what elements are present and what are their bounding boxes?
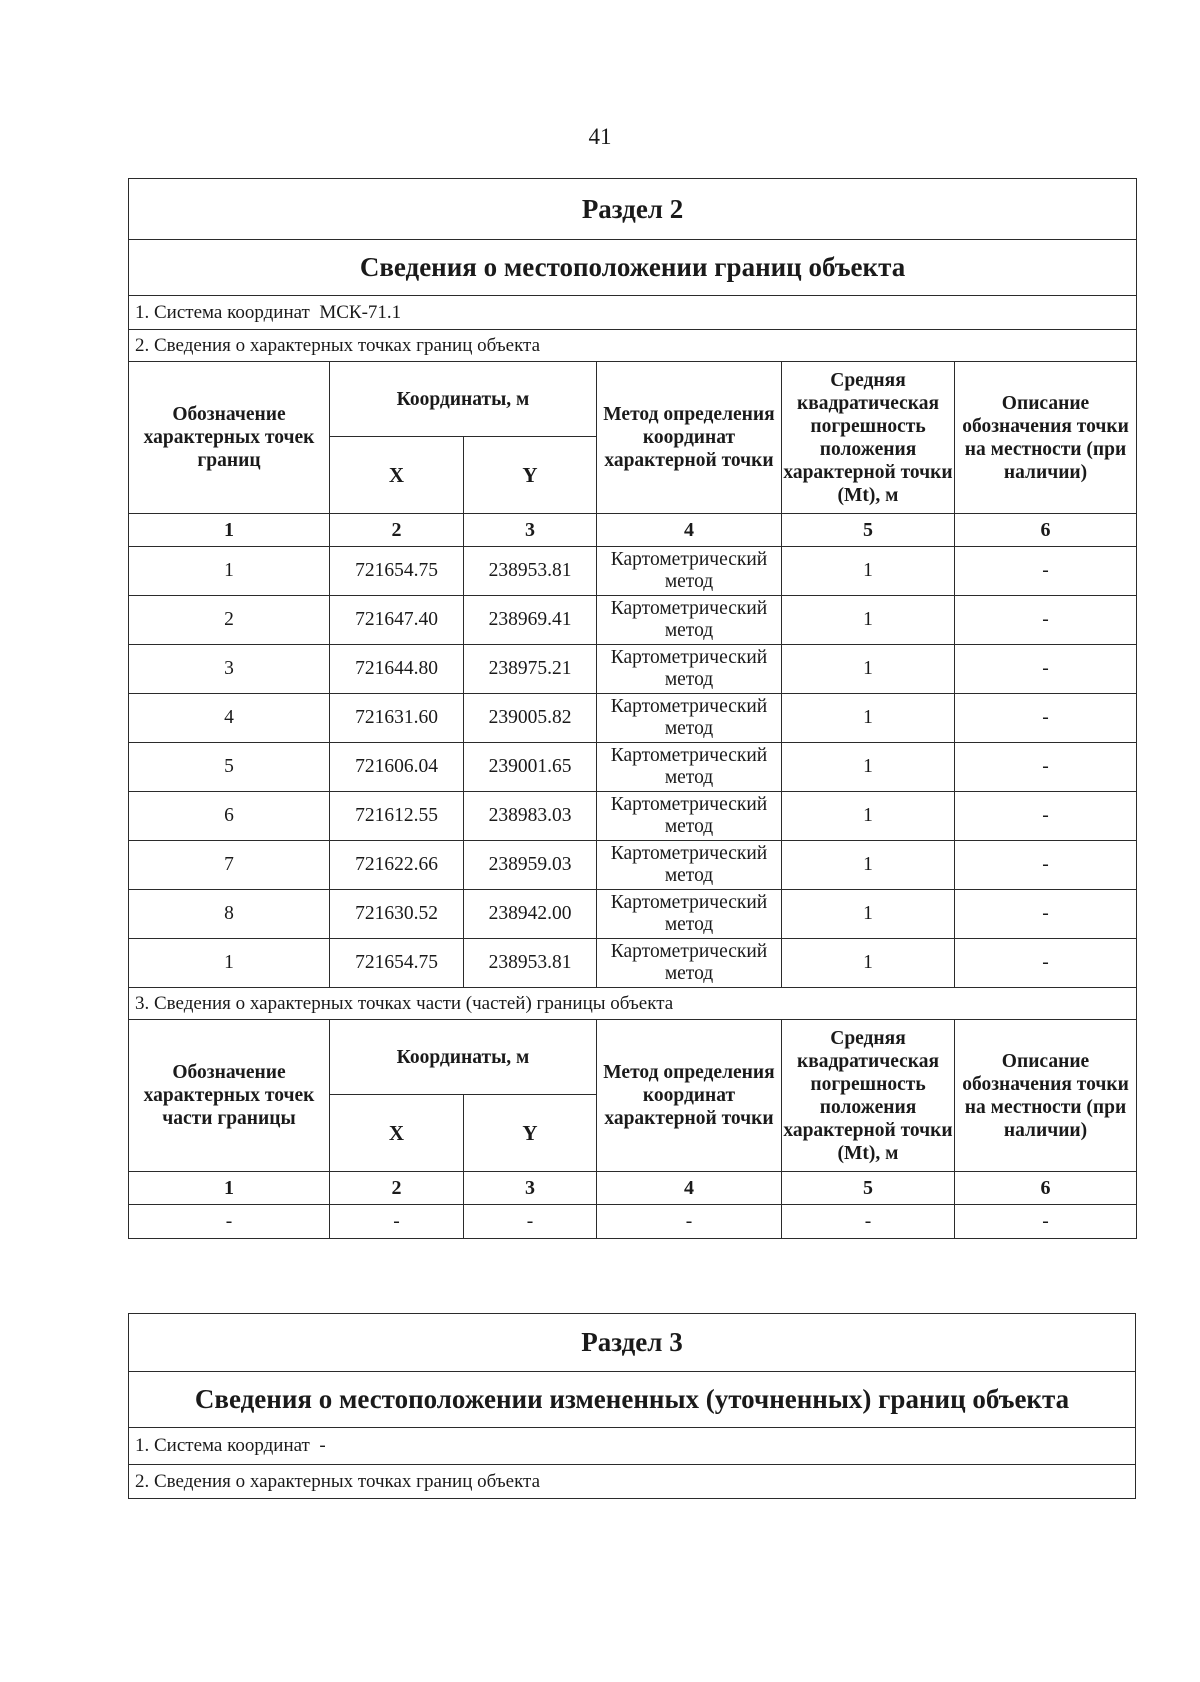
coord-x: 721654.75 [330,547,464,596]
coord-y: 238969.41 [464,596,597,645]
point-id: 1 [129,939,330,988]
coord-y: 238942.00 [464,890,597,939]
coord-y: 239001.65 [464,743,597,792]
parts-label: 3. Сведения о характерных точках части (частей) границы объекта [129,988,1137,1020]
description: - [955,694,1137,743]
parts-header-x: X [330,1095,464,1172]
description: - [955,596,1137,645]
column-number: 5 [782,1172,955,1205]
accuracy: 1 [782,939,955,988]
parts-empty-row [129,1205,1137,1239]
table-row [129,792,1137,841]
point-id: 2 [129,596,330,645]
table-row [129,890,1137,939]
parts-header-y: Y [464,1095,597,1172]
method: Картометрический метод [597,596,782,645]
parts-header-accuracy: Средняя квадратическая погрешность положения характерной точки (Mt), м [782,1020,955,1172]
column-number: 2 [330,1172,464,1205]
section-title: Раздел 3 [129,1314,1136,1372]
coord-x: 721612.55 [330,792,464,841]
column-number: 1 [129,1172,330,1205]
coordinate-system-line [129,1428,1136,1465]
header-y: Y [464,437,597,514]
coord-y: 239005.82 [464,694,597,743]
section-2-table [128,178,1137,1239]
description: - [955,743,1137,792]
section-3-table [128,1313,1136,1499]
method: Картометрический метод [597,547,782,596]
table-row [129,645,1137,694]
parts-header-designation: Обозначение характерных точек части границы [129,1020,330,1172]
column-number: 2 [330,514,464,547]
point-id: 8 [129,890,330,939]
method: Картометрический метод [597,792,782,841]
parts-header-description: Описание обозначения точки на местности (при наличии) [955,1020,1137,1172]
method: Картометрический метод [597,890,782,939]
coordinate-system-line [129,296,1137,330]
header-coordinates: Координаты, м [330,362,597,437]
header-designation: Обозначение характерных точек границ [129,362,330,514]
section-heading: Сведения о местоположении измененных (уточненных) границ объекта [129,1372,1136,1428]
coord-x: 721631.60 [330,694,464,743]
points-label: 2. Сведения о характерных точках границ объекта [129,1465,1136,1499]
column-number: 6 [955,1172,1137,1205]
point-id: 4 [129,694,330,743]
description: - [955,841,1137,890]
method: Картометрический метод [597,743,782,792]
point-id: 1 [129,547,330,596]
method: Картометрический метод [597,939,782,988]
empty-cell: - [597,1205,782,1239]
method: Картометрический метод [597,841,782,890]
description: - [955,890,1137,939]
point-id: 5 [129,743,330,792]
table-row [129,694,1137,743]
column-number: 6 [955,514,1137,547]
section-heading: Сведения о местоположении границ объекта [129,240,1137,296]
accuracy: 1 [782,645,955,694]
point-id: 6 [129,792,330,841]
point-id: 3 [129,645,330,694]
parts-header-method: Метод определения координат характерной точки [597,1020,782,1172]
column-number: 1 [129,514,330,547]
header-x: X [330,437,464,514]
accuracy: 1 [782,841,955,890]
table-row [129,841,1137,890]
coord-y: 238983.03 [464,792,597,841]
coordinate-system-value: - [319,1435,326,1456]
accuracy: 1 [782,890,955,939]
coord-x: 721622.66 [330,841,464,890]
method: Картометрический метод [597,645,782,694]
coordinate-system-value: МСК-71.1 [319,301,402,323]
accuracy: 1 [782,547,955,596]
description: - [955,645,1137,694]
header-method: Метод определения координат характерной точки [597,362,782,514]
empty-cell: - [129,1205,330,1239]
coord-y: 238975.21 [464,645,597,694]
column-number: 3 [464,1172,597,1205]
section-title: Раздел 2 [129,179,1137,240]
table-row [129,596,1137,645]
column-number: 3 [464,514,597,547]
coord-x: 721606.04 [330,743,464,792]
coordinate-system-label: 1. Система координат [135,1435,310,1456]
accuracy: 1 [782,792,955,841]
table-row [129,939,1137,988]
coord-y: 238953.81 [464,547,597,596]
page-number: 41 [588,124,612,149]
coord-x: 721630.52 [330,890,464,939]
coord-x: 721654.75 [330,939,464,988]
parts-header-coordinates: Координаты, м [330,1020,597,1095]
empty-cell: - [782,1205,955,1239]
accuracy: 1 [782,694,955,743]
column-number-row [129,514,1137,547]
coord-x: 721647.40 [330,596,464,645]
coordinate-system-label: 1. Система координат [135,301,310,323]
method: Картометрический метод [597,694,782,743]
column-number: 4 [597,514,782,547]
accuracy: 1 [782,743,955,792]
header-accuracy: Средняя квадратическая погрешность положения характерной точки (Mt), м [782,362,955,514]
column-number: 5 [782,514,955,547]
parts-column-number-row [129,1172,1137,1205]
accuracy: 1 [782,596,955,645]
table-row [129,547,1137,596]
column-number: 4 [597,1172,782,1205]
table-row [129,743,1137,792]
description: - [955,939,1137,988]
coord-y: 238959.03 [464,841,597,890]
empty-cell: - [955,1205,1137,1239]
coord-x: 721644.80 [330,645,464,694]
points-label: 2. Сведения о характерных точках границ объекта [129,330,1137,362]
empty-cell: - [464,1205,597,1239]
description: - [955,547,1137,596]
coord-y: 238953.81 [464,939,597,988]
description: - [955,792,1137,841]
empty-cell: - [330,1205,464,1239]
header-description: Описание обозначения точки на местности (при наличии) [955,362,1137,514]
point-id: 7 [129,841,330,890]
